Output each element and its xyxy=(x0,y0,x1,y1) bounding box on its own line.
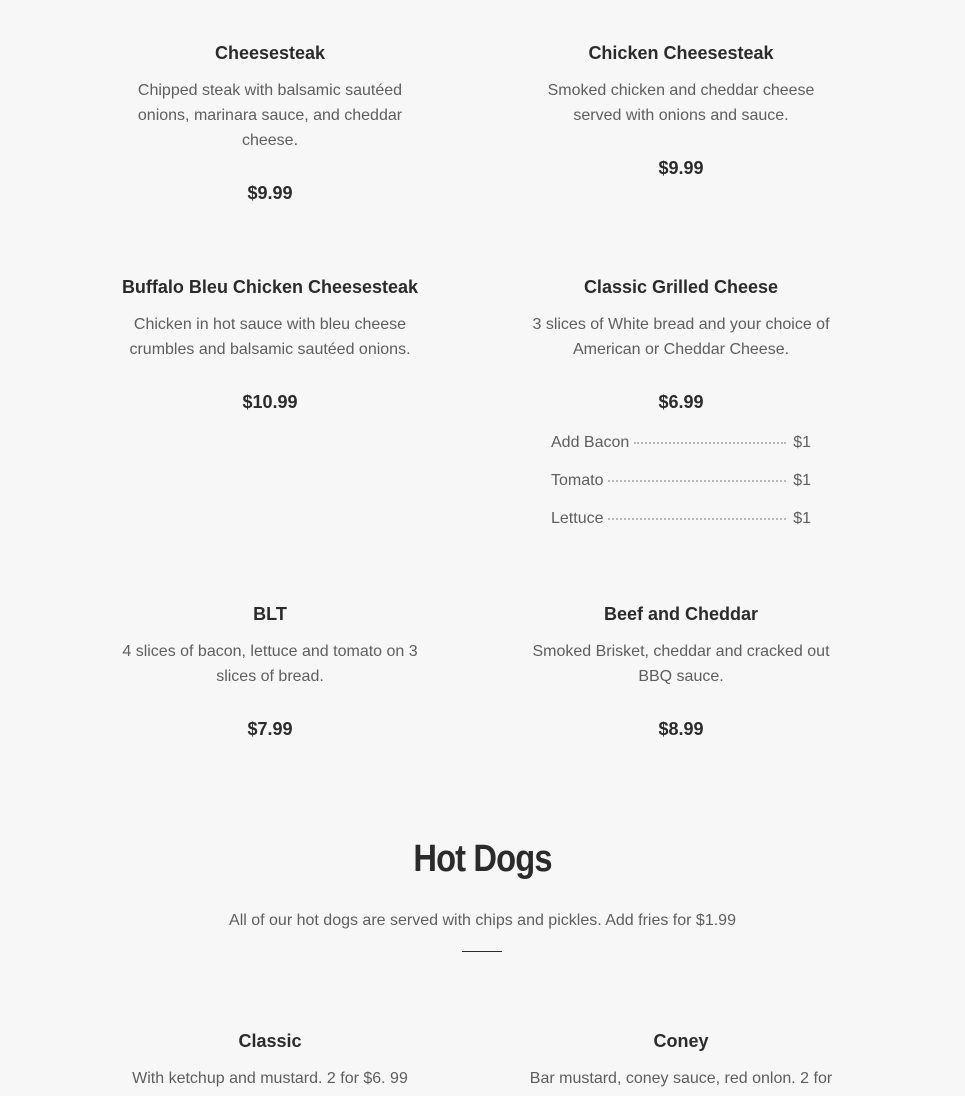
addon-item xyxy=(551,509,811,547)
menu-item-cheesesteak xyxy=(115,42,425,204)
menu-item-name: Classic xyxy=(238,1031,302,1051)
menu-item-name: Buffalo Bleu Chicken Cheesesteak xyxy=(121,277,419,297)
menu-item-buffalo-bleu-chicken-cheesesteak xyxy=(115,276,425,413)
menu-item-description: Chicken in hot sauce with bleu cheese crumbles and balsamic sautéed onions. xyxy=(129,316,411,358)
addon-price: $1 xyxy=(793,510,811,527)
addon-list xyxy=(551,433,811,547)
menu-item-name: Chicken Cheesesteak xyxy=(588,43,774,63)
menu-item-description: With ketchup and mustard. 2 for $6. 99 xyxy=(132,1070,408,1087)
menu-item-description: 3 slices of White bread and your choice of American or Cheddar Cheese. xyxy=(532,316,830,358)
menu-item-name: BLT xyxy=(253,604,287,624)
menu-item-price: $6.99 xyxy=(658,392,704,412)
addon-leader-dots xyxy=(608,518,786,520)
addon-label: Add Bacon xyxy=(551,434,630,451)
menu-item-name: Coney xyxy=(653,1031,709,1051)
addon-leader-dots xyxy=(608,480,786,482)
menu-item-chicken-cheesesteak xyxy=(526,42,836,179)
menu-item-description: Smoked chicken and cheddar cheese served with onions and sauce. xyxy=(547,82,815,124)
menu-item-price: $9.99 xyxy=(247,183,293,203)
menu-item-price: $9.99 xyxy=(658,158,704,178)
menu-item-description: 4 slices of bacon, lettuce and tomato on 3 slices of bread. xyxy=(122,643,418,685)
section-divider xyxy=(462,951,502,952)
addon-label: Tomato xyxy=(551,472,604,489)
menu-item-price: $7.99 xyxy=(247,719,293,739)
menu-item-classic-hot-dog xyxy=(115,1030,425,1091)
addon-item xyxy=(551,433,811,471)
menu-item-name: Beef and Cheddar xyxy=(603,604,759,624)
menu-item-description: Chipped steak with balsamic sautéed onions, marinara sauce, and cheddar cheese. xyxy=(137,82,403,149)
menu-item-classic-grilled-cheese xyxy=(526,276,836,547)
menu-item-description: Bar mustard, coney sauce, red onlon. 2 for xyxy=(529,1070,833,1087)
menu-item-price: $8.99 xyxy=(658,719,704,739)
addon-leader-dots xyxy=(634,442,786,444)
menu-item-coney-hot-dog xyxy=(526,1030,836,1091)
menu-item-name: Cheesesteak xyxy=(214,43,326,63)
menu-item-blt xyxy=(115,603,425,740)
menu-item-beef-and-cheddar xyxy=(526,603,836,740)
addon-price: $1 xyxy=(793,434,811,451)
menu-item-description: Smoked Brisket, cheddar and cracked out BBQ sauce. xyxy=(532,643,830,685)
menu-item-price: $10.99 xyxy=(242,392,298,412)
section-title: Hot Dogs xyxy=(413,838,552,880)
addon-item xyxy=(551,471,811,509)
section-description: All of our hot dogs are served with chips and pickles. Add fries for $1.99 xyxy=(229,912,736,929)
addon-label: Lettuce xyxy=(551,510,604,527)
addon-price: $1 xyxy=(793,472,811,489)
menu-item-name: Classic Grilled Cheese xyxy=(583,277,779,297)
